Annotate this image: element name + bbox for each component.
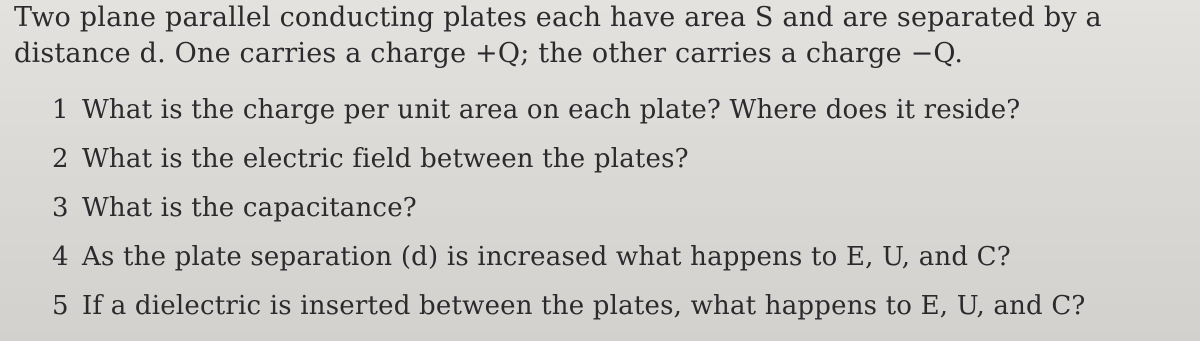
question-number: 5 bbox=[52, 291, 69, 321]
question-number: 2 bbox=[52, 144, 69, 174]
question-text: What is the electric field between the plates? bbox=[82, 144, 689, 174]
question-text: What is the capacitance? bbox=[82, 193, 417, 223]
question-text: If a dielectric is inserted between the plates, what happens to E, U, and C? bbox=[82, 291, 1086, 321]
question-number: 1 bbox=[52, 95, 69, 125]
intro-line-2: distance d. One carries a charge +Q; the other carries a charge −Q. bbox=[14, 38, 964, 69]
question-item-4 bbox=[52, 239, 1192, 288]
question-item-3 bbox=[52, 190, 1192, 239]
question-list bbox=[52, 92, 1192, 337]
question-text: What is the charge per unit area on each plate? Where does it reside? bbox=[82, 95, 1021, 125]
question-number: 4 bbox=[52, 242, 69, 272]
question-item-5 bbox=[52, 288, 1192, 337]
intro-line-1: Two plane parallel conducting plates each have area S and are separated by a bbox=[14, 2, 1102, 33]
problem-statement bbox=[14, 0, 1189, 72]
question-item-2 bbox=[52, 141, 1192, 190]
question-item-1 bbox=[52, 92, 1192, 141]
question-text: As the plate separation (d) is increased what happens to E, U, and C? bbox=[82, 242, 1011, 272]
question-number: 3 bbox=[52, 193, 69, 223]
